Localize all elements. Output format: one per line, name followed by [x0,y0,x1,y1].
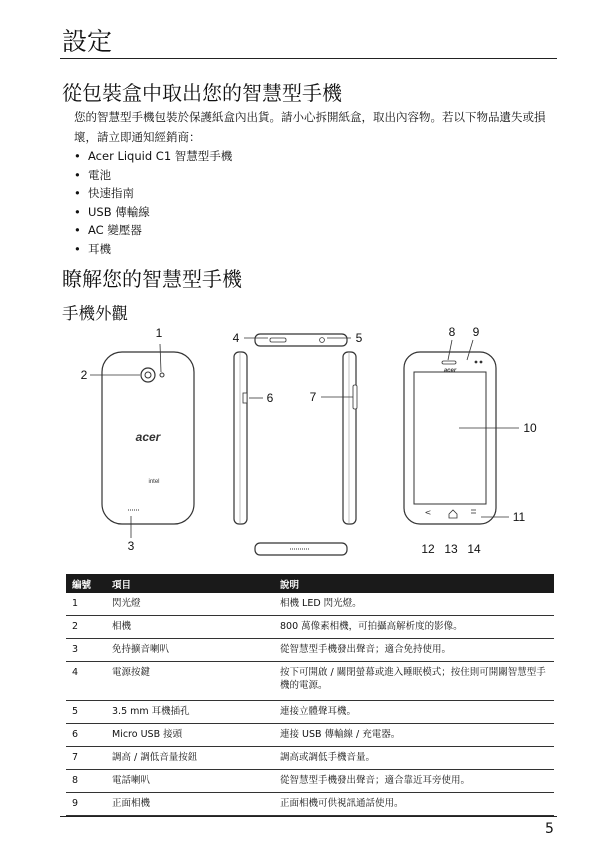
header-item: 項目 [106,574,274,593]
callout-6: 6 [266,391,274,405]
component-table [66,574,554,816]
list-item: • Acer Liquid C1 智慧型手機 [74,149,233,163]
section-heading-overview: 瞭解您的智慧型手機 [62,267,242,291]
earpiece-icon [442,361,456,364]
callout-5: 5 [355,331,363,345]
cell-item: 相機 [106,616,274,639]
phone-bottom-view [255,543,347,555]
title-divider [60,58,557,59]
callout-9: 9 [472,325,480,339]
back-logo: acer [135,430,161,444]
cell-number: 3 [66,639,106,662]
cell-number: 5 [66,701,106,724]
callout-13: 13 [444,542,458,556]
callout-8: 8 [448,325,456,339]
flash-icon [160,373,164,377]
phone-views-diagram [60,322,560,570]
unboxing-paragraph: 您的智慧型手機包裝於保護紙盒內出貨。請小心拆開紙盒，取出內容物。若以下物品遺失或損壞，請立即通知經銷商： [74,110,546,144]
cell-description: 按下可開啟 / 關閉螢幕或進入睡眠模式；按住則可開關智慧型手機的電源。 [274,662,554,701]
cell-description: 正面相機可供視訊通話使用。 [274,793,554,816]
cell-number: 9 [66,793,106,816]
callout-3: 3 [127,539,135,553]
front-camera-icon [475,361,478,364]
table-row [66,662,554,701]
subheading-phone-views: 手機外觀 [62,304,128,323]
cell-item: 電話喇叭 [106,770,274,793]
front-logo: acer [443,368,457,374]
cell-item: 正面相機 [106,793,274,816]
callout-4: 4 [232,331,240,345]
cell-description: 800 萬像素相機，可拍攝高解析度的影像。 [274,616,554,639]
cell-number: 6 [66,724,106,747]
cell-item: Micro USB 接頭 [106,724,274,747]
page-title: 設定 [62,27,113,56]
cell-description: 從智慧型手機發出聲音；適合靠近耳旁使用。 [274,770,554,793]
table-header-row [66,574,554,593]
callout-2: 2 [80,368,88,382]
cell-number: 2 [66,616,106,639]
header-number: 編號 [66,574,106,593]
cell-description: 連接 USB 傳輸線 / 充電器。 [274,724,554,747]
page-number: 5 [545,821,554,837]
power-button-icon [270,338,286,342]
cell-number: 7 [66,747,106,770]
phone-side-view-right [343,352,357,524]
table-row [66,639,554,662]
table-row [66,616,554,639]
cell-number: 4 [66,662,106,701]
cell-description: 調高或調低手機音量。 [274,747,554,770]
cell-item: 閃光燈 [106,593,274,616]
list-item: • 快速指南 [74,186,134,201]
callout-14: 14 [467,542,481,556]
cell-number: 1 [66,593,106,616]
list-item: • USB 傳輸線 [74,204,150,219]
table-row [66,724,554,747]
callout-1: 1 [155,326,163,340]
cell-item: 調高 / 調低音量按鈕 [106,747,274,770]
table-row [66,793,554,816]
volume-button-icon [353,385,357,409]
headphone-jack-icon [320,338,325,343]
table-row [66,701,554,724]
phone-side-view-left [234,352,247,524]
list-item: • 耳機 [74,241,111,256]
header-description: 說明 [274,574,554,593]
phone-top-view [255,334,347,346]
cell-item: 3.5 mm 耳機插孔 [106,701,274,724]
phone-front-view [404,352,496,524]
cell-description: 相機 LED 閃光燈。 [274,593,554,616]
callout-12: 12 [421,542,435,556]
table-row [66,770,554,793]
callout-10: 10 [523,421,537,435]
cell-item: 電源按鍵 [106,662,274,701]
section-heading-unboxing: 從包裝盒中取出您的智慧型手機 [62,81,342,105]
table-row [66,593,554,616]
callout-7: 7 [309,390,317,404]
cell-number: 8 [66,770,106,793]
cell-item: 免持擴音喇叭 [106,639,274,662]
cell-description: 從智慧型手機發出聲音；適合免持使用。 [274,639,554,662]
phone-back-view [102,352,194,524]
cell-description: 連接立體聲耳機。 [274,701,554,724]
list-item: • AC 變壓器 [74,223,142,238]
list-item: • 電池 [74,167,111,182]
callout-11: 11 [512,510,526,524]
package-contents-list [74,147,232,259]
table-row [66,747,554,770]
back-key-icon: < [424,508,432,517]
intel-badge: intel [148,479,160,485]
usb-port-icon [243,393,247,403]
footer-divider [60,816,557,817]
